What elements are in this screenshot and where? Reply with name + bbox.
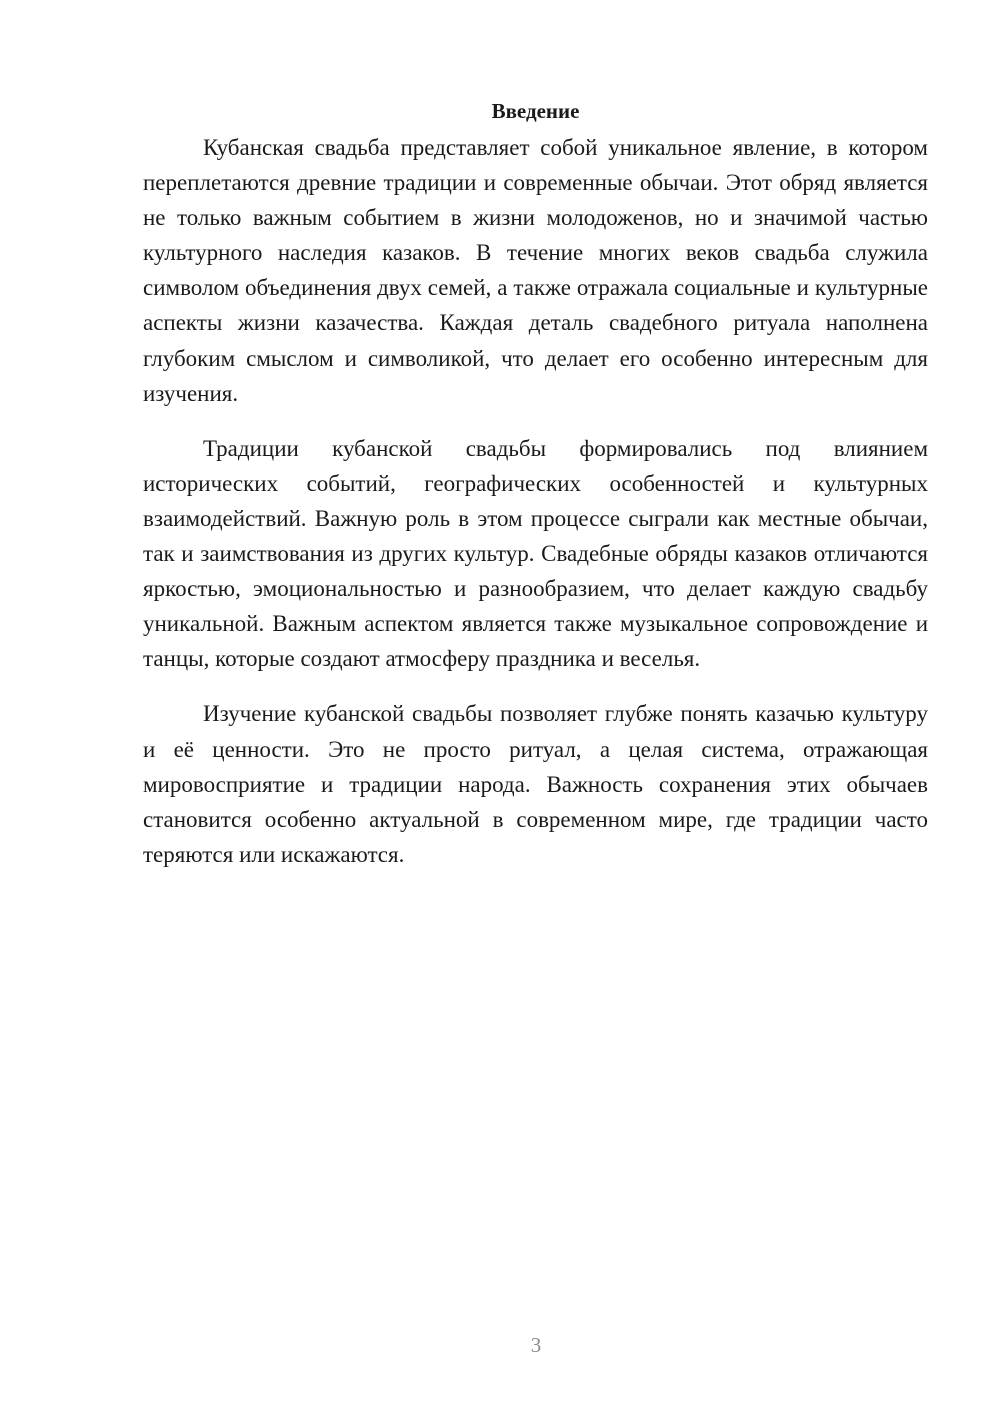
page-number: 3 xyxy=(530,1333,542,1357)
section-heading: Введение xyxy=(491,99,580,123)
paragraph-2: Традиции кубанской свадьбы формировались под влиянием исторических событий, географических особенностей и культурных взаимодействий. Важную роль в этом процессе сыграли как местные обычаи, так и заимствования из других культур. Свадебные обряды казаков отличаются яркостью, эмоциональностью и разнообразием, что делает каждую свадьбу уникальной. Важным аспектом является также музыкальное сопровождение и танцы, которые создают атмосферу праздника и веселья. xyxy=(143,435,928,672)
page-content xyxy=(143,96,928,892)
paragraph-1: Кубанская свадьба представляет собой уникальное явление, в котором переплетаются древние традиции и современные обычаи. Этот обряд является не только важным событием в жизни молодоженов, но и значимой частью культурного наследия казаков. В течение многих веков свадьба служила символом объединения двух семей, а также отражала социальные и культурные аспекты жизни казачества. Каждая деталь свадебного ритуала наполнена глубоким смыслом и символикой, что делает его особенно интересным для изучения. xyxy=(143,135,928,406)
paragraph-3: Изучение кубанской свадьбы позволяет глубже понять казачью культуру и её ценности. Это не просто ритуал, а целая система, отражающая мировосприятие и традиции народа. Важность сохранения этих обычаев становится особенно актуальной в современном мире, где традиции часто теряются или искажаются. xyxy=(143,701,928,867)
